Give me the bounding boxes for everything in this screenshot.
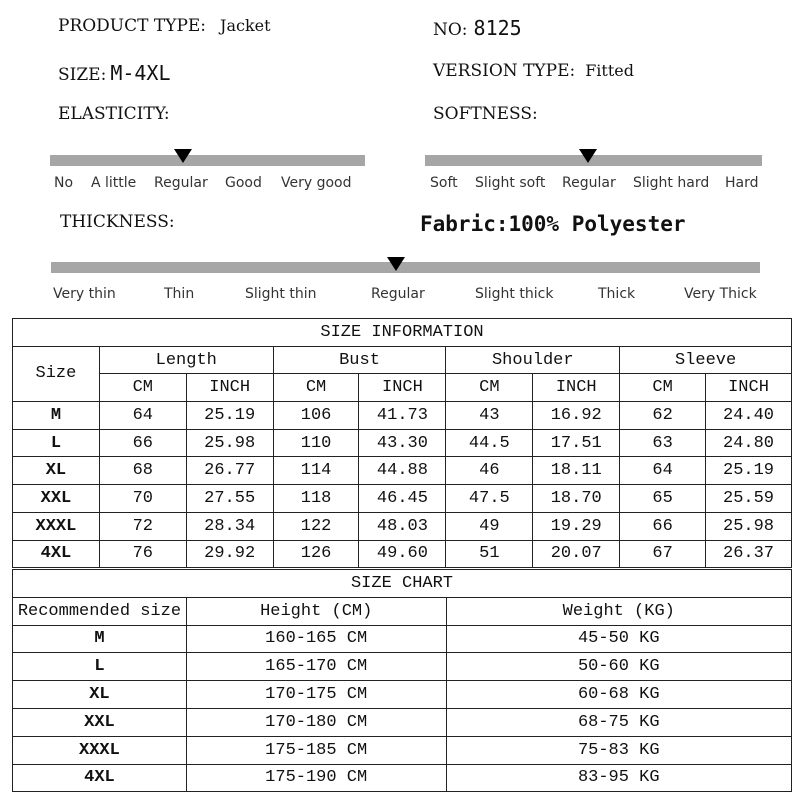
elasticity-option: Good	[225, 175, 262, 191]
table-row	[13, 764, 792, 792]
table-title-row	[13, 319, 792, 347]
measurement-cell: 64	[99, 402, 186, 430]
measurement-cell: 106	[273, 402, 359, 430]
measurement-cell: 63	[620, 429, 706, 457]
size-information-title: SIZE INFORMATION	[13, 319, 792, 347]
size-cell: 4XL	[13, 540, 100, 568]
measurement-cell: 43	[446, 402, 533, 430]
table-row	[13, 457, 792, 485]
number-label: NO:	[433, 20, 468, 40]
elasticity-option: Regular	[154, 175, 208, 191]
size-cell: XL	[13, 457, 100, 485]
thickness-marker-icon	[387, 257, 405, 271]
measurement-cell: 46	[446, 457, 533, 485]
recommended-size-cell: M	[13, 625, 187, 653]
sleeve-header: Sleeve	[620, 346, 792, 374]
number-field	[433, 16, 522, 40]
unit-cm: CM	[446, 374, 533, 402]
size-cell: M	[13, 402, 100, 430]
measurement-cell: 72	[99, 512, 186, 540]
fabric-composition: Fabric:100% Polyester	[420, 212, 686, 236]
number-value: 8125	[473, 16, 522, 40]
thickness-bar	[51, 262, 760, 273]
height-cell: 175-190 CM	[186, 764, 446, 792]
weight-cell: 60-68 KG	[446, 681, 792, 709]
table-row	[13, 512, 792, 540]
measurement-cell: 41.73	[359, 402, 446, 430]
unit-cm: CM	[620, 374, 706, 402]
measurement-cell: 20.07	[533, 540, 620, 568]
size-chart-title: SIZE CHART	[13, 570, 792, 598]
height-cell: 170-175 CM	[186, 681, 446, 709]
unit-header-row	[13, 374, 792, 402]
measurement-cell: 17.51	[533, 429, 620, 457]
unit-inch: INCH	[533, 374, 620, 402]
measurement-cell: 49	[446, 512, 533, 540]
measurement-cell: 46.45	[359, 485, 446, 513]
size-column-header: Size	[13, 346, 100, 401]
shoulder-header: Shoulder	[446, 346, 620, 374]
elasticity-bar	[50, 155, 365, 166]
measurement-cell: 68	[99, 457, 186, 485]
version-type-value: Fitted	[585, 61, 634, 80]
recommended-size-cell: L	[13, 653, 187, 681]
elasticity-option: Very good	[281, 175, 352, 191]
size-value: M-4XL	[110, 61, 171, 85]
table-row	[13, 681, 792, 709]
measurement-cell: 25.98	[186, 429, 273, 457]
measurement-cell: 62	[620, 402, 706, 430]
recommended-size-cell: XL	[13, 681, 187, 709]
height-header: Height (CM)	[186, 597, 446, 625]
measurement-cell: 64	[620, 457, 706, 485]
size-field	[58, 61, 171, 85]
measurement-cell: 118	[273, 485, 359, 513]
softness-label: SOFTNESS:	[433, 104, 538, 124]
thickness-option: Regular	[371, 286, 425, 302]
measurement-cell: 24.80	[706, 429, 792, 457]
measurement-cell: 28.34	[186, 512, 273, 540]
size-chart-header-row	[13, 597, 792, 625]
table-row	[13, 653, 792, 681]
table-row	[13, 736, 792, 764]
elasticity-option: No	[54, 175, 74, 191]
table-row	[13, 540, 792, 568]
recommended-size-cell: XXL	[13, 708, 187, 736]
softness-option: Slight soft	[475, 175, 546, 191]
measurement-cell: 66	[620, 512, 706, 540]
product-type-field	[58, 16, 271, 36]
measurement-cell: 51	[446, 540, 533, 568]
weight-cell: 45-50 KG	[446, 625, 792, 653]
measurement-cell: 126	[273, 540, 359, 568]
measurement-cell: 70	[99, 485, 186, 513]
bust-header: Bust	[273, 346, 446, 374]
table-row	[13, 708, 792, 736]
table-row	[13, 625, 792, 653]
height-cell: 170-180 CM	[186, 708, 446, 736]
unit-inch: INCH	[186, 374, 273, 402]
measurement-cell: 67	[620, 540, 706, 568]
softness-option: Hard	[725, 175, 759, 191]
thickness-option: Slight thin	[245, 286, 317, 302]
measurement-cell: 122	[273, 512, 359, 540]
unit-inch: INCH	[359, 374, 446, 402]
measurement-cell: 76	[99, 540, 186, 568]
recommended-size-cell: XXXL	[13, 736, 187, 764]
weight-cell: 50-60 KG	[446, 653, 792, 681]
table-row	[13, 402, 792, 430]
measurement-cell: 26.37	[706, 540, 792, 568]
measurement-cell: 25.19	[186, 402, 273, 430]
size-label: SIZE:	[58, 65, 107, 85]
measurement-cell: 44.5	[446, 429, 533, 457]
measurement-cell: 27.55	[186, 485, 273, 513]
length-header: Length	[99, 346, 273, 374]
size-information-table	[12, 318, 792, 568]
weight-cell: 68-75 KG	[446, 708, 792, 736]
size-cell: L	[13, 429, 100, 457]
height-cell: 165-170 CM	[186, 653, 446, 681]
measurement-cell: 25.98	[706, 512, 792, 540]
softness-option: Regular	[562, 175, 616, 191]
weight-cell: 83-95 KG	[446, 764, 792, 792]
measurement-cell: 114	[273, 457, 359, 485]
table-title-row	[13, 570, 792, 598]
elasticity-marker-icon	[174, 149, 192, 163]
measurement-cell: 49.60	[359, 540, 446, 568]
elasticity-option: A little	[91, 175, 137, 191]
recommended-size-header: Recommended size	[13, 597, 187, 625]
measurement-cell: 48.03	[359, 512, 446, 540]
height-cell: 175-185 CM	[186, 736, 446, 764]
measurement-cell: 18.11	[533, 457, 620, 485]
thickness-option: Slight thick	[475, 286, 554, 302]
measurement-cell: 25.19	[706, 457, 792, 485]
height-cell: 160-165 CM	[186, 625, 446, 653]
thickness-option: Thin	[164, 286, 195, 302]
measurement-cell: 25.59	[706, 485, 792, 513]
measurement-cell: 26.77	[186, 457, 273, 485]
measurement-cell: 47.5	[446, 485, 533, 513]
softness-marker-icon	[579, 149, 597, 163]
table-row	[13, 429, 792, 457]
size-chart-table	[12, 569, 792, 792]
measurement-cell: 24.40	[706, 402, 792, 430]
unit-cm: CM	[273, 374, 359, 402]
table-row	[13, 485, 792, 513]
recommended-size-cell: 4XL	[13, 764, 187, 792]
thickness-option: Thick	[598, 286, 636, 302]
softness-option: Soft	[430, 175, 458, 191]
size-cell: XXXL	[13, 512, 100, 540]
product-type-value: Jacket	[220, 16, 271, 35]
weight-cell: 75-83 KG	[446, 736, 792, 764]
weight-header: Weight (KG)	[446, 597, 792, 625]
softness-option: Slight hard	[633, 175, 710, 191]
measurement-cell: 16.92	[533, 402, 620, 430]
product-type-label: PRODUCT TYPE:	[58, 16, 207, 36]
measurement-cell: 66	[99, 429, 186, 457]
measurement-cell: 29.92	[186, 540, 273, 568]
unit-inch: INCH	[706, 374, 792, 402]
elasticity-label: ELASTICITY:	[58, 104, 170, 124]
size-cell: XXL	[13, 485, 100, 513]
thickness-option: Very Thick	[684, 286, 757, 302]
measurement-cell: 18.70	[533, 485, 620, 513]
thickness-label: THICKNESS:	[60, 212, 175, 232]
measurement-cell: 65	[620, 485, 706, 513]
version-type-label: VERSION TYPE:	[433, 61, 576, 81]
version-type-field	[433, 61, 634, 81]
measurement-cell: 43.30	[359, 429, 446, 457]
thickness-option: Very thin	[53, 286, 116, 302]
measurement-cell: 19.29	[533, 512, 620, 540]
unit-cm: CM	[99, 374, 186, 402]
group-header-row	[13, 346, 792, 374]
measurement-cell: 44.88	[359, 457, 446, 485]
measurement-cell: 110	[273, 429, 359, 457]
